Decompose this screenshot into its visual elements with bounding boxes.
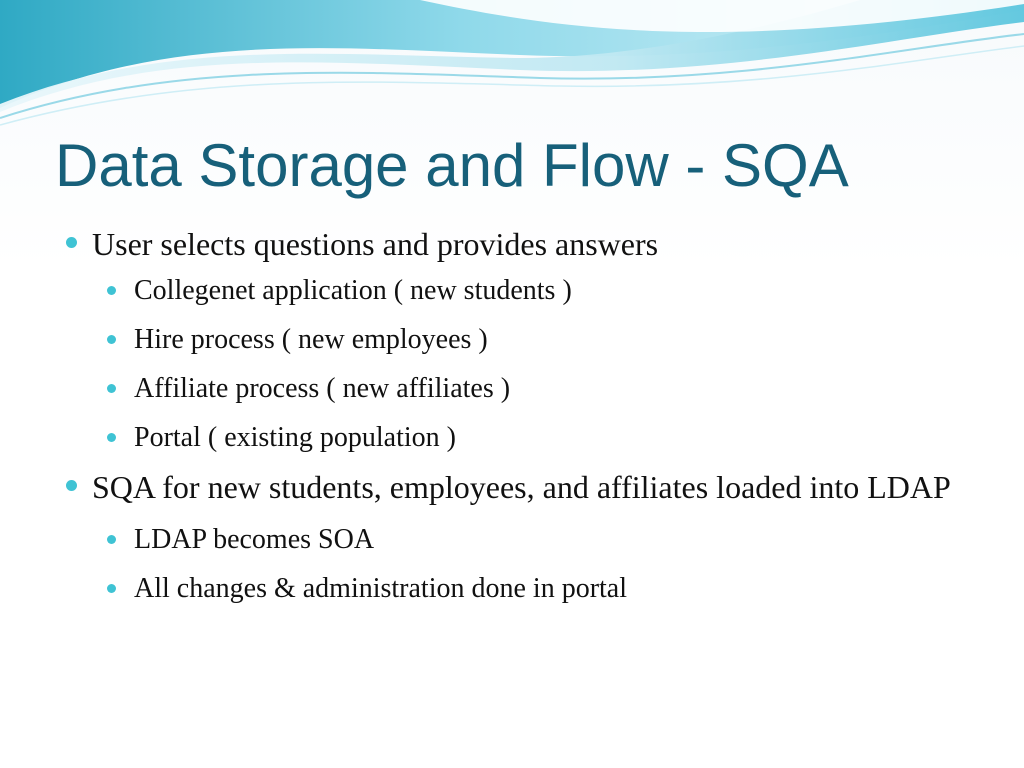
bullet-marker-icon [66, 480, 77, 491]
sub-bullet-text: Collegenet application ( new students ) [134, 275, 572, 306]
sub-bullet-text: Hire process ( new employees ) [134, 324, 488, 355]
bullet-item [0, 222, 1024, 266]
sub-bullet-text: Affiliate process ( new affiliates ) [134, 373, 511, 404]
sub-bullet-item [0, 266, 1024, 315]
sub-bullet-item [0, 364, 1024, 413]
bullet-item [0, 465, 1024, 509]
bullet-marker-icon [107, 584, 116, 593]
sub-bullet-text: All changes & administration done in portal [134, 573, 628, 604]
bullet-marker-icon [66, 237, 77, 248]
header-wave-decoration [0, 0, 1024, 140]
sub-bullet-item [0, 413, 1024, 462]
sub-bullet-item [0, 315, 1024, 364]
bullet-marker-icon [107, 335, 116, 344]
sub-bullet-text: LDAP becomes SOA [134, 524, 375, 555]
sub-bullet-text: Portal ( existing population ) [134, 422, 456, 453]
bullet-marker-icon [107, 286, 116, 295]
sub-bullet-item [0, 515, 1024, 564]
sub-bullet-item [0, 564, 1024, 613]
bullet-list [0, 222, 1024, 613]
bullet-marker-icon [107, 433, 116, 442]
slide-title: Data Storage and Flow - SQA [55, 132, 849, 199]
bullet-marker-icon [107, 535, 116, 544]
bullet-marker-icon [107, 384, 116, 393]
bullet-text: User selects questions and provides answers [92, 226, 659, 262]
bullet-text: SQA for new students, employees, and affiliates loaded into LDAP [92, 469, 951, 505]
